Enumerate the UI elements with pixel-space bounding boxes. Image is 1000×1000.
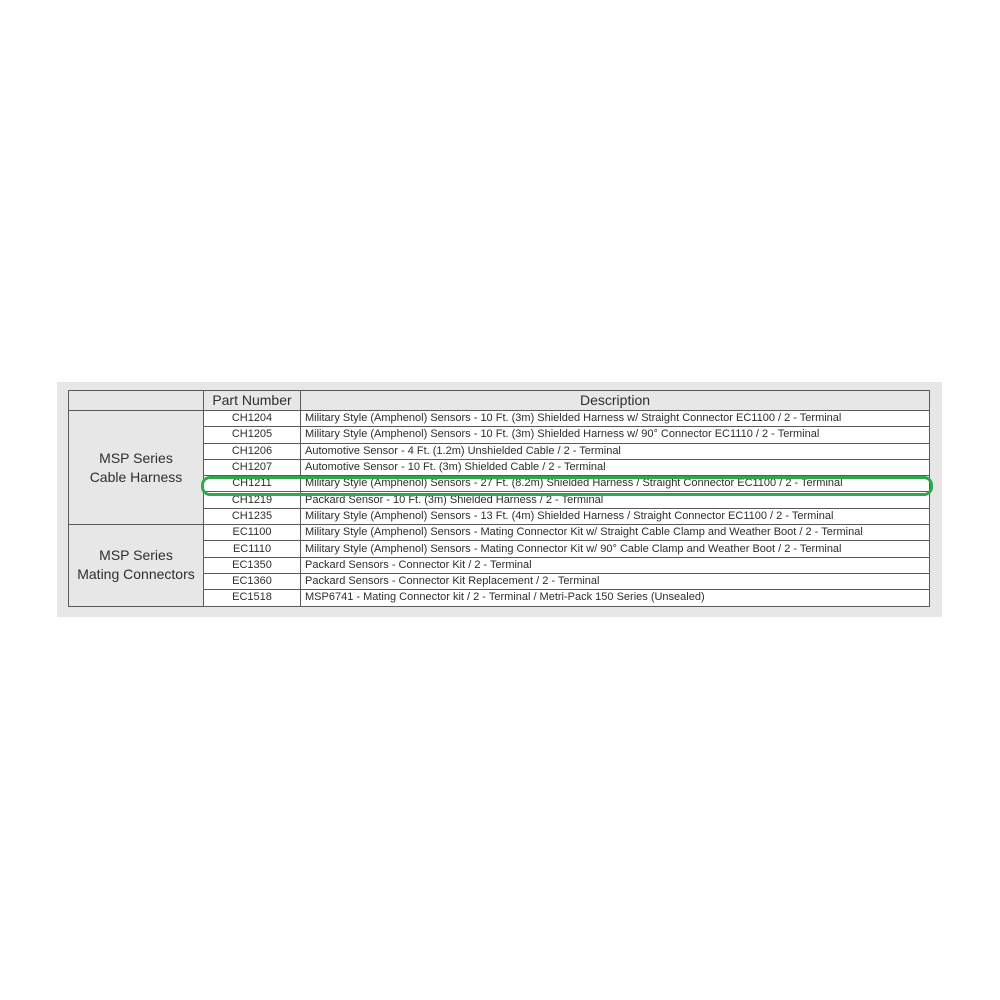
group-cell-mating-connectors xyxy=(69,525,204,606)
description-cell: Military Style (Amphenol) Sensors - Mating Connector Kit w/ 90° Cable Clamp and Weather Boot / 2 - Terminal xyxy=(301,541,930,557)
description-cell: Military Style (Amphenol) Sensors - Mating Connector Kit w/ Straight Cable Clamp and Weather Boot / 2 - Terminal xyxy=(301,525,930,541)
group-title-line: Mating Connectors xyxy=(77,566,195,583)
part-number-cell: EC1518 xyxy=(204,590,301,606)
table-row xyxy=(69,525,930,541)
description-cell: Packard Sensor - 10 Ft. (3m) Shielded Harness / 2 - Terminal xyxy=(301,492,930,508)
group-title-line: MSP Series xyxy=(99,547,173,564)
part-number-cell: CH1211 xyxy=(204,476,301,492)
group-title-line: Cable Harness xyxy=(89,468,183,485)
description-cell: Military Style (Amphenol) Sensors - 27 Ft. (8.2m) Shielded Harness / Straight Connector EC1100 / 2 - Terminal xyxy=(301,476,930,492)
description-cell: Automotive Sensor - 10 Ft. (3m) Shielded Cable / 2 - Terminal xyxy=(301,459,930,475)
part-number-cell: CH1219 xyxy=(204,492,301,508)
description-cell: Automotive Sensor - 4 Ft. (1.2m) Unshielded Cable / 2 - Terminal xyxy=(301,443,930,459)
table-header-row xyxy=(69,391,930,411)
description-cell: Military Style (Amphenol) Sensors - 13 Ft. (4m) Shielded Harness / Straight Connector EC1100 / 2 - Terminal xyxy=(301,508,930,524)
description-column-header: Description xyxy=(301,391,930,411)
part-number-cell: CH1206 xyxy=(204,443,301,459)
part-number-cell: EC1360 xyxy=(204,573,301,589)
group-cell-cable-harness xyxy=(69,411,204,525)
description-cell: MSP6741 - Mating Connector kit / 2 - Terminal / Metri-Pack 150 Series (Unsealed) xyxy=(301,590,930,606)
parts-table xyxy=(68,390,930,607)
part-number-cell: CH1204 xyxy=(204,411,301,427)
description-cell: Military Style (Amphenol) Sensors - 10 Ft. (3m) Shielded Harness w/ 90° Connector EC1110 / 2 - Terminal xyxy=(301,427,930,443)
part-number-column-header: Part Number xyxy=(204,391,301,411)
table-row xyxy=(69,411,930,427)
part-number-cell: CH1235 xyxy=(204,508,301,524)
part-number-cell: EC1100 xyxy=(204,525,301,541)
group-column-header xyxy=(69,391,204,411)
part-number-cell: EC1110 xyxy=(204,541,301,557)
part-number-cell: EC1350 xyxy=(204,557,301,573)
description-cell: Packard Sensors - Connector Kit / 2 - Terminal xyxy=(301,557,930,573)
description-cell: Packard Sensors - Connector Kit Replacement / 2 - Terminal xyxy=(301,573,930,589)
part-number-cell: CH1207 xyxy=(204,459,301,475)
part-number-cell: CH1205 xyxy=(204,427,301,443)
description-cell: Military Style (Amphenol) Sensors - 10 Ft. (3m) Shielded Harness w/ Straight Connector EC1100 / 2 - Terminal xyxy=(301,411,930,427)
group-title-line: MSP Series xyxy=(99,449,173,466)
